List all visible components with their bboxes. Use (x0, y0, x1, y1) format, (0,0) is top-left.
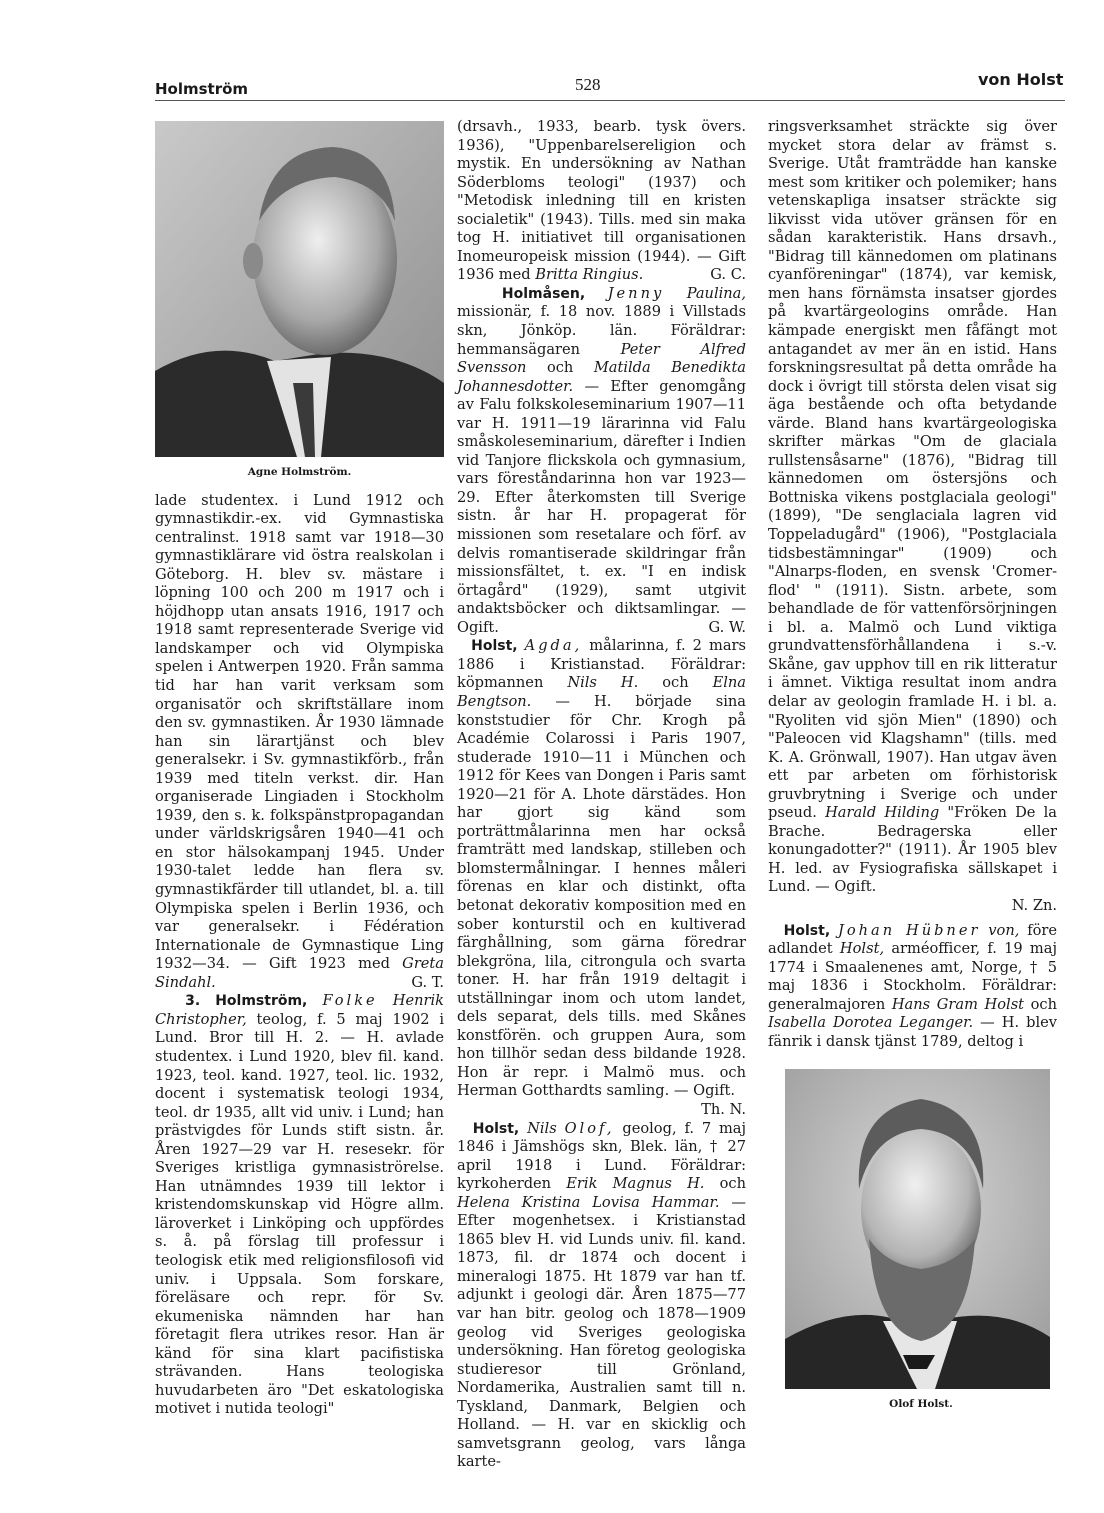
page-number: 528 (575, 75, 601, 94)
entry-given-name: Folke (322, 992, 378, 1010)
header-rule (155, 100, 1065, 101)
portrait-olof-caption: Olof Holst. (889, 1398, 953, 1411)
entry-text: teolog, f. 5 maj 1902 i Lund. Bror till H. 2. — H. avlade studentex. i Lund 1920, blev fil. kand. 1923, teol. kand. 1927, teol. lic. 1932, docent i systematisk teologi 1934, teol. dr 1935, allt vid univ. i Lund; han prästvigdes för Lunds stift sistn. år. Åren 1927—29 var H. resesekr. för Sveriges kristliga gymnasiströrelse. Han utnämndes 1939 till lektor i kristendomskunskap vid Högre allm. läroverket i Linköping och uppfördes s. å. på förslag till professur i teologisk etik med religionsfilosofi vid univ. i Uppsala. Som forskare, föreläsare och repr. för Sv. ekumeniska nämnden har han företagit flera utrikes resor. Han är känd för sina klart pacifistiska strävanden. Hans teologiska huvudarbeten äro "Det eskatologiska motivet i nutida teologi" (155, 1010, 444, 1418)
entry-given-name: Agda, (524, 637, 583, 655)
entry-text-2: — Efter genomgång av Falu folkskoleseminarium 1907—11 var H. 1911—19 lärarinna vid Falu småskoleseminarium, därefter i Indien vid Tanjore flickskola och gymnasium, vars föreståndarinna hon var 1923—29. Efter återkomsten till Sverige sistn. år har H. propagerat för missionen som resetalare och förf. av delvis romantiserade skildringar från missionsfältet, t. ex. "I en indisk örtagård" (1929), samt utgivit andaktsböcker och diktsamlingar. — Ogift. (457, 377, 746, 636)
column-2 (457, 118, 746, 1472)
spouse-name: Britta Ringius. (535, 266, 644, 284)
entry-text: före adlandet (768, 921, 1058, 958)
former-name: Holst, (839, 940, 885, 958)
signature: G. C. (710, 266, 746, 284)
entry-surname: Holmåsen, (501, 285, 586, 302)
text-2: "Fröken De la Brache. Bedragerska eller konungadotter?" (1911). År 1905 blev H. led. av Fysiografiska sällskapet i Lund. — Ogift. (768, 804, 1057, 896)
entry-folke-holmstrom-continued (457, 118, 746, 285)
entry-johan-hubner-von-holst (768, 922, 1057, 1052)
mother-name: Matilda Benedikta Johannesdotter. (457, 359, 747, 395)
father-name: Erik Magnus H. (566, 1175, 705, 1193)
text: lade studentex. i Lund 1912 och gymnastikdir.-ex. vid Gymnastiska centralinst. 1918 samt var 1918—30 gymnastiklärare vid östra realskolan i Göteborg. H. blev sv. mästare i löpning 100 och 200 m 1917 och i höjdhopp utan ansats 1916, 1917 och 1918 samt representerade Sverige vid landskamper och vid Olympiska spelen i Antwerpen 1920. Från samma tid har han varit verksam som organisatör och skriftställare inom den sv. gymnastiken. År 1930 lämnade han sin lärartjänst och blev generalsekr. i Sv. gymnastikförb., från 1939 med titeln verkst. dir. Han organiserade Lingiaden i Stockholm 1939, den s. k. folkspänstpropagandan under världskrigsåren 1940—41 och en stor hälsokampanj 1945. Under 1930-talet ledde han flera sv. gymnastikfärder till utlandet, bl. a. till Olympiska spelen i Berlin 1936, och var generalsekr. i Fédération Internationale de Gymnastique Ling 1932—34. — Gift 1923 med (155, 491, 444, 973)
entry-surname: Holst, (783, 922, 831, 939)
entry-given-name: Jenny (607, 284, 665, 302)
signature: G. W. (708, 618, 746, 636)
entry-text-2: — H. började sina konststudier för Chr. Krogh på Académie Colarossi i Paris 1907, studerade 1910—11 i München och 1912 för Kees van Dongen i Paris samt 1920—21 för A. Lhote därstädes. Hon har gjort sig känd som porträttmålarinna men har också framträtt med landskap, stilleben och blomstermålningar. I hennes måleri förenas en klar och distinkt, ofta betonat dekorativ komposition med en sober konturstil och en kultiverad färghållning, som gärna föredrar blekgröna, lila, citrongula och svarta toner. H. har från 1919 deltagit i utställningar inom och utom landet, dels separat, dels tills. med Skånes konstförën. och gruppen Aura, som hon tillhör sedan dess bildande 1928. Hon är repr. i Malmö mus. och Herman Gotthardts samling. — Ogift. (457, 692, 746, 1100)
entry-agne-holmstrom-continued (155, 492, 444, 993)
conj: och (526, 359, 594, 377)
mother-name: Elna Bengtson. (457, 674, 746, 710)
entry-given-name: Johan Hübner (838, 921, 981, 939)
entry-text: geolog, f. 7 maj 1846 i Jämshögs skn, Blek. län, † 27 april 1918 i Lund. Föräldrar: kyrkoherden (457, 1119, 747, 1193)
running-head-right: von Holst (978, 70, 1064, 89)
signature: Th. N. (701, 1100, 746, 1118)
entry-number: 3. (185, 993, 201, 1010)
entry-nils-olof-holst (457, 1120, 746, 1472)
entry-text-2: arméofficer, f. 19 maj 1774 i Smaalenenes amt, Norge, † 5 maj 1836 i Stockholm. Föräldrar: generalmajoren (768, 940, 1057, 1013)
portrait-olof-image (785, 1069, 1050, 1389)
father-name: Hans Gram Holst (891, 995, 1025, 1013)
conj: och (1024, 995, 1058, 1013)
portrait-olof-holst (785, 1069, 1057, 1414)
entry-text-2: — Efter mogenhetsex. i Kristianstad 1865 blev H. vid Lunds univ. fil. kand. 1873, fil. dr 1874 och docent i mineralogi 1875. Ht 1879 var han tf. adjunkt i geologi där. Åren 1875—77 var han bitr. geolog och 1878—1909 geolog vid Sveriges geologiska undersökning. Han företog geologiska studieresor till Grönland, Nordamerika, Australien samt till n. Tyskland, Danmark, Belgien och Holland. — H. var en skicklig och samvetsgrann geolog, vars långa karte- (457, 1193, 747, 1471)
pseudonym: Harald Hilding (825, 804, 940, 822)
mother-name: Isabella Dorotea Leganger. (768, 1014, 974, 1032)
conj: och (704, 1175, 747, 1193)
column-1 (155, 118, 444, 1419)
text: ringsverksamhet sträckte sig över mycket stora delar av främst s. Sverige. Utåt framträdde han kanske mest som kritiker och polemiker; hans vetenskapliga insatser sträckte sig likvisst vida utöver gränsen för en sådan karakteristik. Hans drsavh., "Bidrag till kännedomen om platinans cyanföreningar" (1874), var kemisk, men hans förnämsta insatser gjordes på kvartärgeologins område. Han kämpade energiskt men fåfängt mot antagandet av mer än en istid. Hans forskningsresultat på detta område ha dock i övrigt till största delen visat sig äga bestående och ofta betydande värde. Bland hans kvartärgeologiska skrifter märkas "Om de glaciala rullstensåsarne" (1876), "Bidrag till kännedomen om östersjöns och Bottniska vikens postglaciala geologi" (1899), "De senglaciala lagren vid Toppeladugård" (1906), "Postglaciala tidsbestämningar" (1909) och "Alnarps-floden, en svensk 'Cromer-flod' " (1911). Sistn. arbete, som behandlade de för vattenförsörjningen i bl. a. Malmö och Lund viktiga grundvattensförhållandena i s.-v. Skåne, gav upphov till en rik litteratur i ämnet. Viktiga resultat inom andra delar av geologin framlade H. i bl. a. "Ryoliten vid sjön Mien" (1890) och "Paleocen vid Klagshamn" (tills. med K. A. Grönwall, 1907). Han utgav även ett par arbeten om förhistorisk gruvbrytning i Sverige och under pseud. (768, 118, 1057, 822)
entry-given-name-rest: Olof, (564, 1119, 615, 1137)
entry-particle: von, (988, 921, 1020, 939)
signature: N. Zn. (1011, 896, 1057, 914)
mother-name: Helena Kristina Lovisa Hammar. (457, 1193, 720, 1211)
portrait-agne-caption: Agne Holmström. (247, 466, 352, 478)
entry-agda-holst (457, 637, 746, 1119)
entry-text: målarinna, f. 2 mars 1886 i Kristianstad. Föräldrar: köpmannen (457, 637, 746, 692)
entry-surname: Holmström, (215, 993, 308, 1010)
conj: och (638, 674, 713, 692)
spouse-name: Greta Sindahl. (155, 955, 444, 991)
column-3 (768, 118, 1057, 1424)
father-name: Peter Alfred Svensson (457, 340, 746, 377)
portrait-agne-image (155, 121, 444, 457)
father-name: Nils H. (567, 674, 639, 692)
entry-folke-holmstrom (155, 992, 444, 1419)
entry-surname: Holst, (471, 638, 518, 655)
entry-text-3: — H. blev fänrik i dansk tjänst 1789, deltog i (768, 1014, 1057, 1050)
running-head-left: Holmström (155, 80, 249, 98)
entry-jenny-holmasen (457, 285, 746, 637)
text: (drsavh., 1933, bearb. tysk övers. 1936), "Uppenbarelsereligion och mystik. En undersökning av Nathan Söderbloms teologi" (1937) och "Metodisk inledning till en kristen socialetik" (1943). Tills. med sin maka tog H. initiativet till organisationen Inomeuropeisk mission (1944). — Gift 1936 med (457, 118, 746, 284)
entry-given-name: Nils (527, 1119, 557, 1137)
entry-given-name-rest: Henrik Christopher, (155, 992, 444, 1028)
entry-surname: Holst, (472, 1120, 520, 1137)
signature: G. T. (411, 973, 444, 991)
portrait-agne-holmstrom (155, 121, 444, 482)
entry-text: missionär, f. 18 nov. 1889 i Villstads skn, Jönköp. län. Föräldrar: hemmansägaren (457, 303, 746, 358)
entry-nils-olof-holst-continued (768, 118, 1057, 916)
entry-given-name-rest: Paulina, (686, 284, 747, 302)
